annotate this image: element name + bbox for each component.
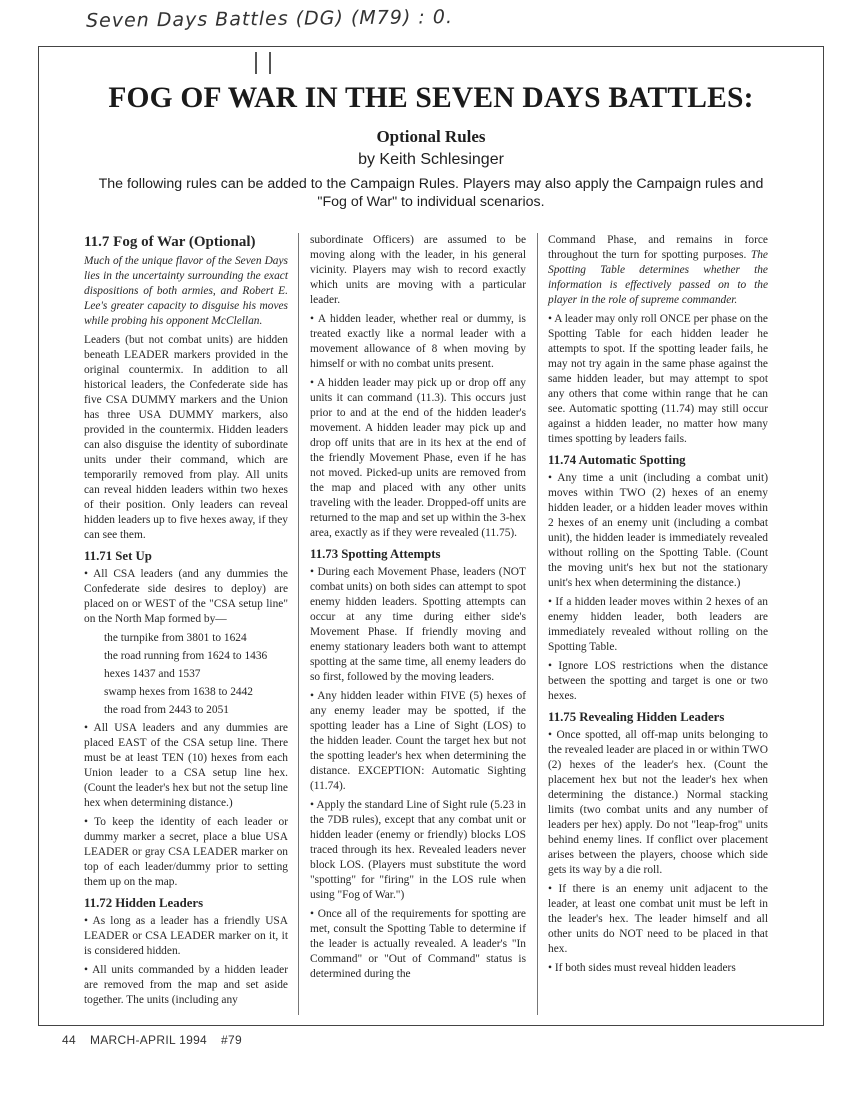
article-subtitle: Optional Rules: [376, 127, 486, 146]
bullet-paragraph: • If both sides must reveal hidden leaders: [548, 961, 768, 976]
setup-line-item: the turnpike from 3801 to 1624: [104, 632, 247, 644]
paragraph-text: Command Phase, and remains in force throughout the turn for spotting purposes.: [548, 234, 768, 261]
page-footer: [62, 1033, 256, 1047]
section-heading: 11.75 Revealing Hidden Leaders: [548, 710, 725, 724]
bullet-paragraph: • Any hidden leader within FIVE (5) hexes of any enemy leader may be spotted, if the spotting leader has a Line of Sight (LOS) to the hidden leader. Count the target hex but not the spotting leader's hex when determining the distance. EXCEPTION: Automatic Sighting (11.74).: [310, 689, 526, 794]
bullet-paragraph: • A hidden leader may pick up or drop off any units it can command (11.3). This occurs just prior to and at the end of the hidden leader's movement. A hidden leader may pick up and drop off units that are in its hex at the end of the friendly Movement Phase, even if he has not moved. Picked-up units are removed from the map and placed with any other units traveling with the leader. Dropped-off units are returned to the map and set up within the 3-hex area, exactly as if they were revealed (11.75).: [310, 376, 526, 541]
bullet-paragraph: • During each Movement Phase, leaders (NOT combat units) on both sides can attempt to spot enemy hidden leaders. Spotting attempts can occur at any time during either side's Movement Phase. If friendly moving and enemy stationary leaders both want to attempt spotting at the same time, all enemy leaders do so first, followed by the moving leaders.: [310, 565, 526, 685]
bullet-paragraph: • To keep the identity of each leader or dummy marker a secret, place a blue USA LEADER or gray CSA LEADER marker on top of each leader/dummy prior to setting them up on the map.: [84, 815, 288, 890]
pencil-marks: [245, 52, 285, 82]
column-3: [548, 233, 768, 980]
section-heading: 11.71 Set Up: [84, 549, 152, 563]
bullet-paragraph: • All CSA leaders (and any dummies the Confederate side desires to deploy) are placed on or WEST of the "CSA setup line" on the North Map formed by—: [84, 567, 288, 627]
article-intro: The following rules can be added to the Campaign Rules. Players may also apply the Campaign rules and "Fog of War" to individual scenarios.: [98, 176, 764, 210]
setup-line-item: the road running from 1624 to 1436: [104, 650, 268, 662]
section-heading: 11.72 Hidden Leaders: [84, 896, 204, 910]
setup-line-item: hexes 1437 and 1537: [104, 668, 201, 680]
section-heading: 11.73 Spotting Attempts: [310, 547, 441, 561]
column-2: [310, 233, 526, 986]
column-divider: [537, 233, 538, 1015]
column-1: [84, 233, 288, 1012]
bullet-paragraph: • A hidden leader, whether real or dummy, is treated exactly like a normal leader with a movement allowance of 8 when moving by himself or with no combat units present.: [310, 312, 526, 372]
bullet-paragraph: • All units commanded by a hidden leader are removed from the map and set aside together. The units (including any: [84, 963, 288, 1008]
bullet-paragraph: • Once all of the requirements for spotting are met, consult the Spotting Table to determine if the leader is actually revealed. A leader's "In Command" or "Out of Command" status is determined during the: [310, 907, 526, 982]
italic-text: The Spotting Table determines whether the information is effectively passed on to the player in the role of supreme commander.: [548, 249, 768, 306]
issue-date: MARCH-APRIL 1994: [89, 1033, 208, 1047]
bullet-paragraph: • Apply the standard Line of Sight rule (5.23 in the 7DB rules), except that any combat unit or hidden leader (enemy or friendly) blocks LOS traced through its hex. Revealed leaders never block LOS. (Players must substitute the word "spotting" for "firing" in the LOS rule when using "Fog of War."): [310, 798, 526, 903]
section-heading: 11.74 Automatic Spotting: [548, 453, 686, 467]
article-title: FOG OF WAR IN THE SEVEN DAYS BATTLES:: [108, 82, 754, 114]
bullet-paragraph: • All USA leaders and any dummies are placed EAST of the CSA setup line. There must be at least TEN (10) hexes from each Union leader to a CSA setup line hex. (Count the leader's hex but not the setup line hex when determining distance.): [84, 721, 288, 811]
bullet-paragraph: • A leader may only roll ONCE per phase on the Spotting Table for each hidden leader he attempts to spot. If the spotting leader fails, he may not try again in the same phase against the same hidden leader, but may attempt to spot any others that come within range that he can see. Automatic spotting (11.74) may still occur against a hidden leader, no matter how many times spotting by leaders fails.: [548, 312, 768, 447]
column-divider: [298, 233, 299, 1015]
page-number: 44: [62, 1033, 76, 1047]
handwritten-note: Seven Days Battles (DG) (M79) : 0.: [85, 6, 454, 32]
section-heading: 11.7 Fog of War (Optional): [84, 234, 256, 250]
setup-line-item: swamp hexes from 1638 to 2442: [104, 686, 254, 698]
paragraph: subordinate Officers) are assumed to be moving along with the leader, in his general vicinity. Players may wish to record exactly which units are moving with a particular leader.: [310, 234, 526, 306]
article-header: [38, 82, 824, 211]
paragraph: Leaders (but not combat units) are hidden beneath LEADER markers provided in the original countermix. In addition to all historical leaders, the Confederate side has five CSA DUMMY markers and the Union has three USA DUMMY markers, also provided in the countermix. Hidden leaders can also disguise the identity of subordinate units under their command, which are temporarily removed from play. All units can reveal hidden leaders within two hexes of their position. Only leaders can reveal hidden leaders up to five hexes away, if they can see them.: [84, 334, 288, 541]
setup-line-item: the road from 2443 to 2051: [104, 704, 229, 716]
issue-number: #79: [221, 1033, 242, 1047]
lead-paragraph: Much of the unique flavor of the Seven Days lies in the uncertainty surrounding the exact dispositions of both armies, and Robert E. Lee's greater capacity to disguise his moves while probing his opponent McClellan.: [84, 255, 288, 327]
paragraph: [548, 233, 768, 308]
bullet-paragraph: • If there is an enemy unit adjacent to the leader, at least one combat unit must be left in the leader's hex. The leader himself and all other units do NOT need to be placed in that hex.: [548, 882, 768, 957]
bullet-paragraph: • As long as a leader has a friendly USA LEADER or CSA LEADER marker on it, it is considered hidden.: [84, 914, 288, 959]
bullet-paragraph: • Once spotted, all off-map units belonging to the revealed leader are placed in or within TWO (2) hexes of the leader's hex. (Count the placement hex but not the leader's hex when determining the distance.) Normal stacking limits (two combat units and any number of leaders per hex) apply. Do not "leap-frog" units behind enemy lines. If conflict over placement arises between the players, choose which side gets its way by a die roll.: [548, 728, 768, 878]
bullet-paragraph: • If a hidden leader moves within 2 hexes of an enemy hidden leader, both leaders are immediately revealed without rolling on the Spotting Table.: [548, 595, 768, 655]
bullet-paragraph: • Ignore LOS restrictions when the distance between the spotting and target is one or two hexes.: [548, 659, 768, 704]
bullet-paragraph: • Any time a unit (including a combat unit) moves within TWO (2) hexes of an enemy hidden leader, or a hidden leader moves within 2 hexes of an enemy unit (including a combat unit), the hidden leader is immediately revealed without rolling on the Spotting Table. (Count the moving unit's hex but not the stationary unit's hex when determining the distance.): [548, 471, 768, 591]
article-byline: by Keith Schlesinger: [358, 151, 504, 168]
